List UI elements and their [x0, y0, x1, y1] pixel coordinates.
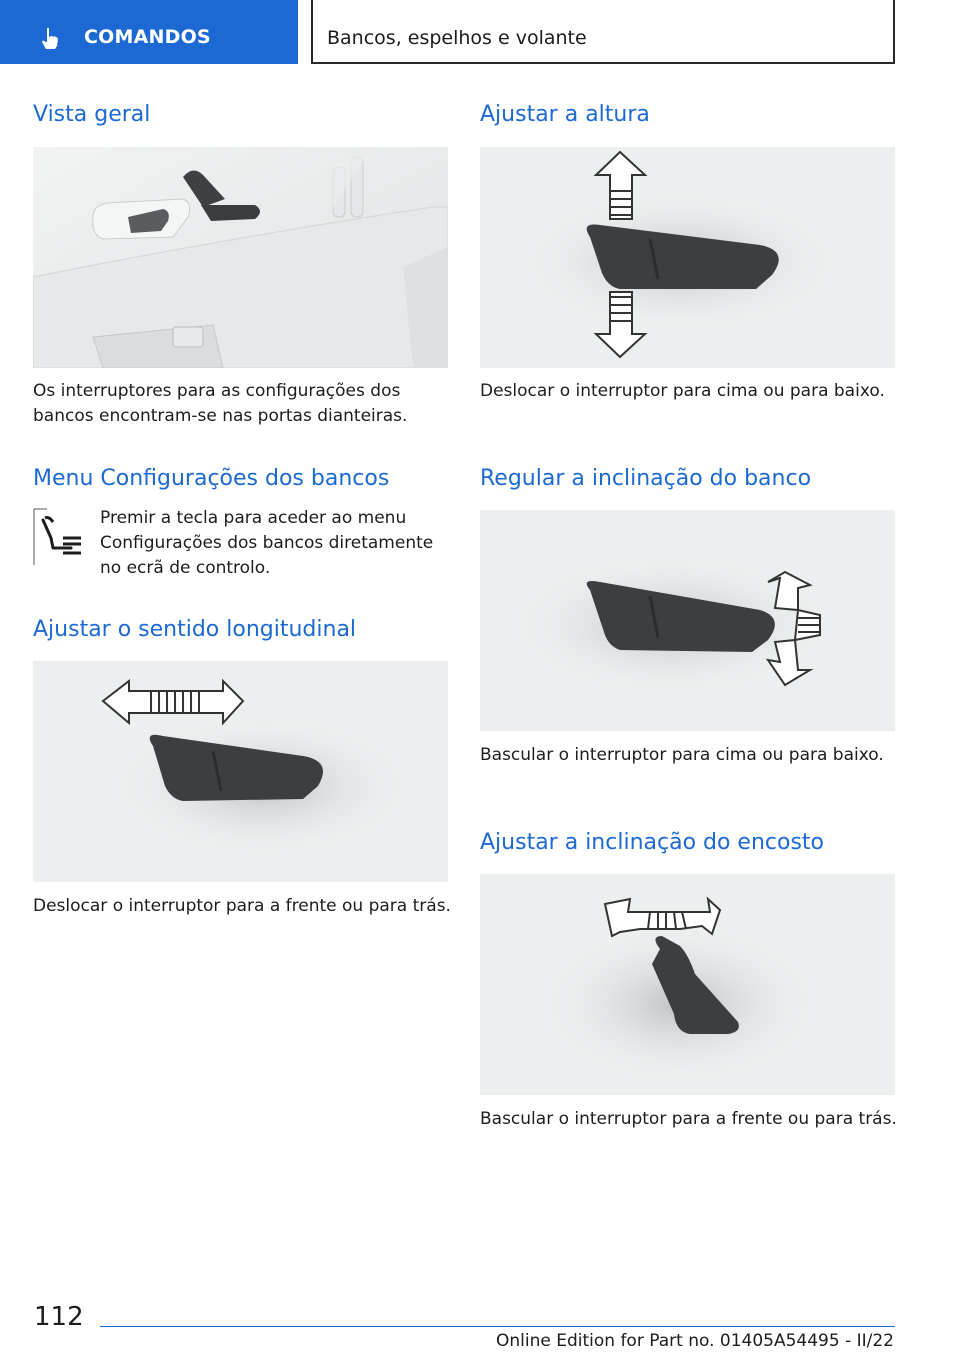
- page-number: 112: [34, 1302, 84, 1332]
- section-tab[interactable]: [0, 0, 298, 64]
- backrest-text: Bascular o interruptor para a frente ou para trás.: [480, 1109, 897, 1129]
- longitudinal-switch-image: [33, 661, 448, 882]
- footer-edition: Online Edition for Part no. 01405A54495 - II/22: [495, 1331, 894, 1351]
- heading-tilt: Regular a inclinação do banco: [480, 466, 812, 491]
- section-tab-label: COMANDOS: [84, 26, 211, 48]
- heading-backrest: Ajustar a inclinação do encosto: [480, 830, 825, 855]
- overview-text: Os interruptores para as configurações dos bancos encontram-se nas portas dianteiras.: [33, 381, 408, 426]
- backrest-switch-image: [480, 874, 895, 1095]
- longitudinal-text: Deslocar o interruptor para a frente ou para trás.: [33, 896, 451, 916]
- heading-height: Ajustar a altura: [480, 102, 650, 127]
- height-text: Deslocar o interruptor para cima ou para baixo.: [480, 381, 885, 401]
- chapter-title: Bancos, espelhos e volante: [327, 27, 587, 49]
- tilt-text: Bascular o interruptor para cima ou para baixo.: [480, 745, 884, 765]
- tilt-switch-image: [480, 510, 895, 731]
- door-panel-image: [33, 147, 448, 368]
- menu-text: Premir a tecla para aceder ao menu Configurações dos bancos diretamente no ecrã de controlo.: [100, 508, 434, 578]
- heading-overview: Vista geral: [33, 102, 151, 127]
- heading-longitudinal: Ajustar o sentido longitudinal: [33, 617, 357, 642]
- pointing-hand-icon: [38, 26, 62, 50]
- height-switch-image: [480, 147, 895, 368]
- footer-rule: [100, 1326, 895, 1327]
- seat-settings-icon: [33, 508, 87, 566]
- heading-menu: Menu Configurações dos bancos: [33, 466, 390, 491]
- chapter-header: [311, 0, 895, 64]
